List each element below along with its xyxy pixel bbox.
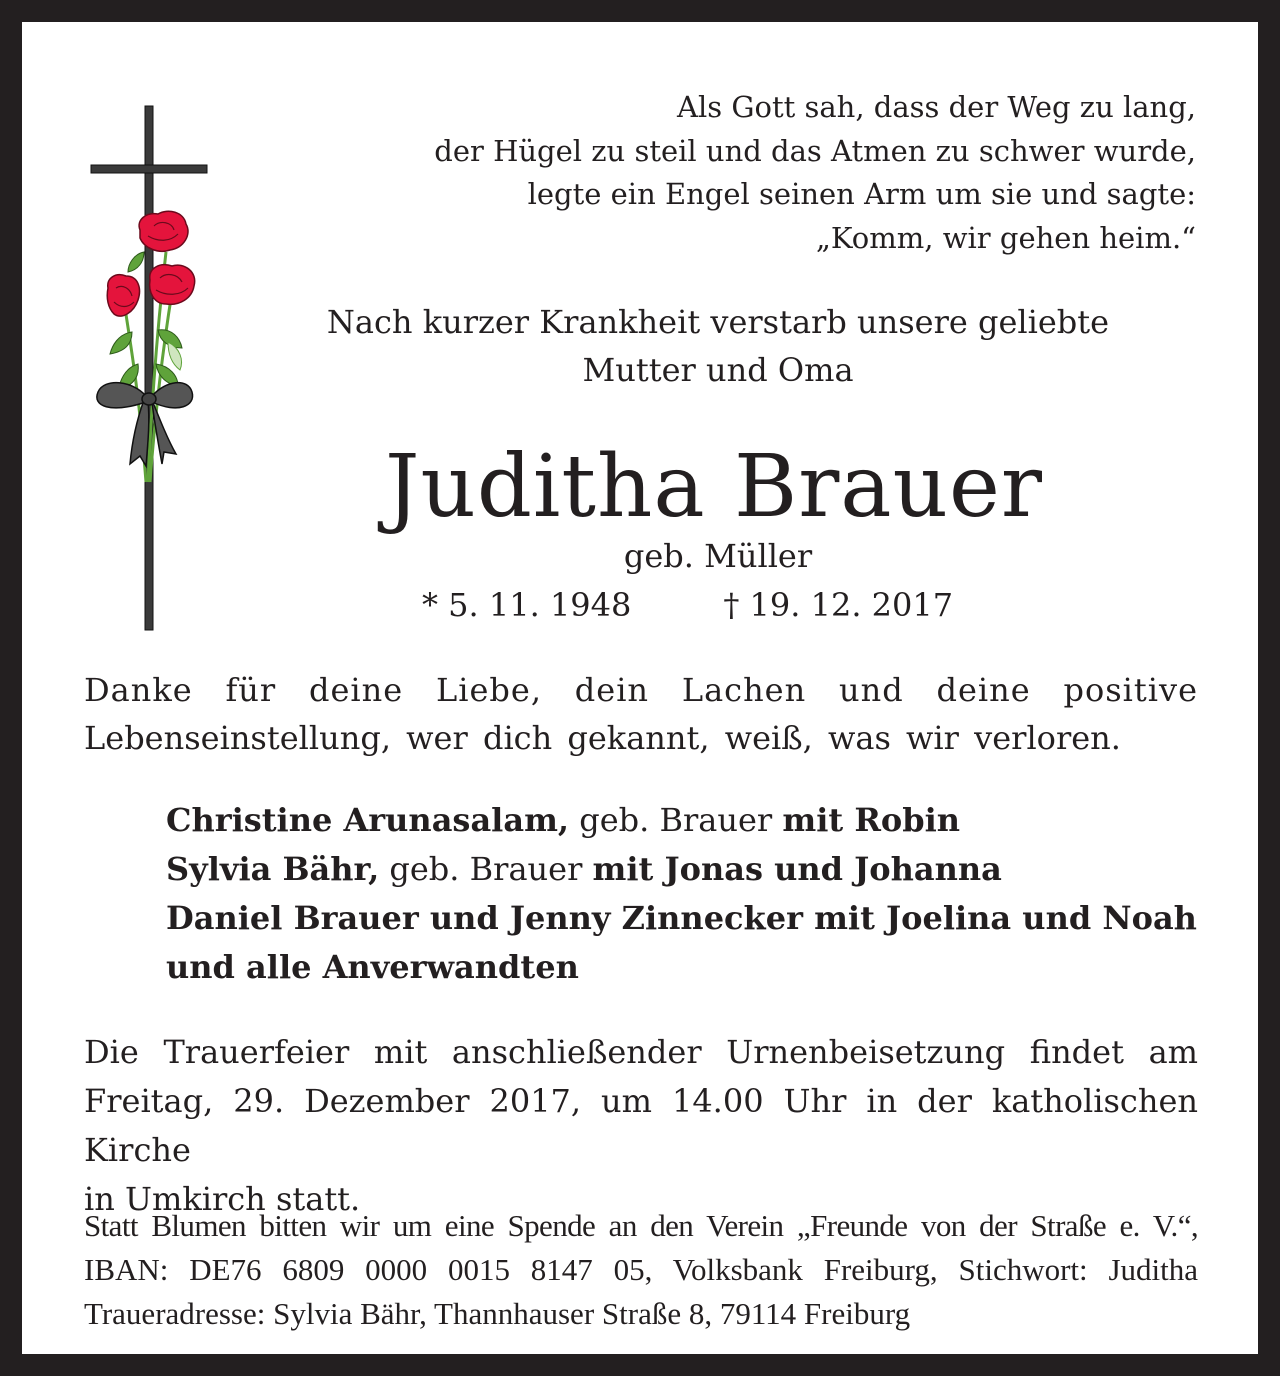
mourner-name: Christine Arunasalam,	[166, 801, 570, 839]
service-line: in Umkirch statt.	[84, 1180, 361, 1218]
announcement-line: Nach kurzer Krankheit verstarb unsere geliebte	[326, 303, 1110, 341]
death-date: † 19. 12. 2017	[723, 586, 954, 624]
life-dates	[422, 582, 953, 628]
donation-line: Statt Blumen bitten wir um eine Spende an den Verein „Freunde von der Straße e. V.“,	[84, 1208, 1198, 1243]
poem-line: der Hügel zu steil und das Atmen zu schwer wurde,	[434, 133, 1196, 168]
iban-line: IBAN: DE76 6809 0000 0015 8147 05, Volksbank Freiburg, Stichwort: Juditha	[84, 1252, 1198, 1287]
mourner-name: Daniel Brauer und Jenny Zinnecker mit Joelina und Noah	[166, 899, 1197, 937]
mourner-entry	[166, 943, 1197, 992]
mourner-entry	[166, 796, 1197, 845]
mourner-entry	[166, 894, 1197, 943]
poem-line: „Komm, wir gehen heim.“	[815, 220, 1196, 255]
birth-name: geb. Müller	[623, 537, 813, 575]
service-line: Freitag, 29. Dezember 2017, um 14.00 Uhr in der katholischen Kirche	[84, 1082, 1198, 1169]
poem-line: Als Gott sah, dass der Weg zu lang,	[677, 90, 1196, 124]
mourner-entry	[166, 845, 1197, 894]
mourner-note: geb. Brauer	[569, 801, 783, 839]
mourner-family: mit Robin	[782, 801, 961, 839]
mourner-name: und alle Anverwandten	[166, 948, 579, 986]
thanks-line: Lebenseinstellung, wer dich gekannt, weiß, was wir verloren.	[84, 719, 1121, 757]
birth-date: * 5. 11. 1948	[422, 586, 632, 624]
funeral-service-info	[84, 1028, 1198, 1224]
address-line: Traueradresse: Sylvia Bähr, Thannhauser Straße 8, 79114 Freiburg	[84, 1296, 911, 1331]
mourner-name: Sylvia Bähr,	[166, 850, 380, 888]
death-announcement	[22, 298, 1280, 394]
deceased-name: Juditha Brauer	[385, 437, 1043, 537]
memorial-poem	[434, 86, 1196, 260]
poem-line: legte ein Engel seinen Arm um sie und sagte:	[527, 177, 1196, 211]
thanks-paragraph	[84, 666, 1198, 762]
obituary-card	[22, 22, 1258, 1354]
announcement-line: Mutter und Oma	[582, 351, 854, 389]
thanks-line: Danke für deine Liebe, dein Lachen und deine positive	[84, 671, 1198, 709]
mourners-list	[166, 796, 1197, 992]
service-line: Die Trauerfeier mit anschließender Urnenbeisetzung findet am	[84, 1033, 1198, 1071]
mourner-note: geb. Brauer	[379, 850, 593, 888]
mourner-family: mit Jonas und Johanna	[592, 850, 1002, 888]
donation-and-address	[84, 1204, 1198, 1336]
